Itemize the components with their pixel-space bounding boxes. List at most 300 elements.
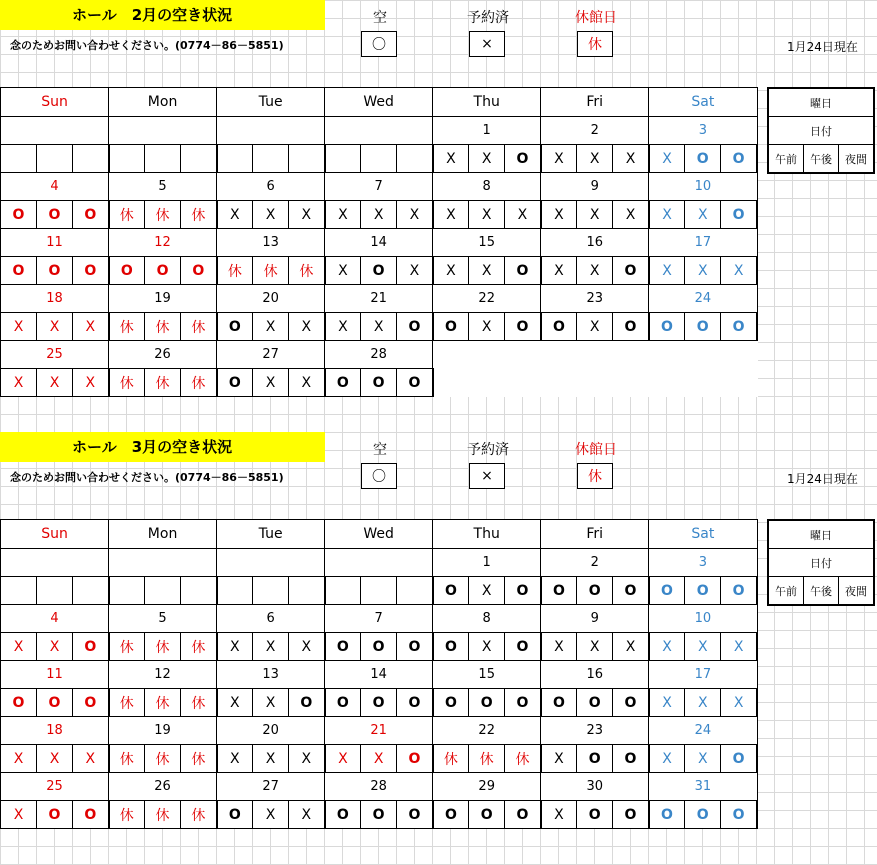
slot-cell[interactable]	[109, 801, 145, 829]
slot-cell[interactable]	[613, 633, 649, 661]
available-mark: O	[48, 206, 61, 223]
slot-cell[interactable]	[217, 257, 253, 285]
available-mark: O	[372, 262, 385, 279]
day-number: 11	[1, 661, 109, 689]
slot-cell[interactable]	[397, 201, 433, 229]
booked-mark: X	[265, 318, 276, 335]
slot-cell[interactable]	[1, 257, 37, 285]
slot-cell[interactable]	[649, 689, 685, 717]
slot-cell[interactable]	[541, 313, 577, 341]
slot-cell[interactable]	[685, 313, 721, 341]
available-mark: O	[408, 750, 421, 767]
slot-cell[interactable]	[577, 313, 613, 341]
available-mark: O	[661, 318, 673, 335]
slot-cell[interactable]	[217, 313, 253, 341]
booked-mark: X	[446, 262, 456, 279]
slot-cell[interactable]	[685, 577, 721, 605]
weekday-thu: Thu	[433, 88, 541, 117]
slot-cell[interactable]	[613, 577, 649, 605]
contact-note: 念のためお問い合わせください。(0774－86－5851)	[10, 471, 284, 484]
legend-empty-symbol: 〇	[361, 463, 397, 489]
slot-cell[interactable]	[361, 633, 397, 661]
date-row	[1, 605, 758, 633]
slot-cell[interactable]	[325, 633, 361, 661]
slot-cell[interactable]	[181, 313, 217, 341]
booked-mark: X	[662, 206, 672, 223]
slot-cell[interactable]	[433, 801, 469, 829]
slot-cell[interactable]	[73, 369, 109, 397]
slot-cell[interactable]	[361, 201, 397, 229]
slot-cell[interactable]	[289, 745, 325, 773]
booked-mark: X	[662, 750, 672, 767]
available-mark: O	[408, 318, 421, 335]
slot-cell[interactable]	[361, 257, 397, 285]
slot-cell[interactable]	[649, 313, 685, 341]
booked-mark: X	[446, 150, 456, 167]
slot-cell[interactable]	[253, 313, 289, 341]
slot-cell[interactable]	[397, 801, 433, 829]
slot-cell[interactable]	[397, 633, 433, 661]
slot-cell[interactable]	[469, 801, 505, 829]
available-mark: O	[553, 318, 565, 335]
slot-cell[interactable]	[397, 257, 433, 285]
slot-cell[interactable]	[289, 369, 325, 397]
slot-cell[interactable]	[109, 745, 145, 773]
closed-mark: 休	[191, 375, 206, 392]
slot-cell[interactable]	[37, 745, 73, 773]
day-number: 22	[433, 285, 541, 313]
day-number: 26	[109, 341, 217, 369]
slot-cell[interactable]	[397, 745, 433, 773]
slot-cell[interactable]	[289, 689, 325, 717]
time-slot-key	[767, 87, 875, 174]
available-mark: O	[84, 262, 97, 279]
closed-mark: 休	[191, 807, 206, 824]
available-mark: O	[624, 318, 637, 335]
slot-cell[interactable]	[469, 689, 505, 717]
slot-cell[interactable]	[181, 257, 217, 285]
available-mark: O	[624, 806, 637, 823]
slot-cell[interactable]	[685, 201, 721, 229]
slot-cell[interactable]	[109, 257, 145, 285]
booked-mark: X	[446, 206, 456, 223]
available-mark: O	[732, 806, 745, 823]
slot-cell[interactable]	[505, 257, 541, 285]
slot-cell[interactable]	[109, 633, 145, 661]
legend-closed-label: 休館日	[575, 442, 617, 458]
slot-cell[interactable]	[721, 633, 757, 661]
slot-cell[interactable]	[253, 257, 289, 285]
slot-cell[interactable]	[37, 313, 73, 341]
day-number: 13	[217, 229, 325, 257]
day-number: 31	[649, 773, 757, 801]
slot-cell[interactable]	[145, 745, 181, 773]
slot-cell[interactable]	[73, 689, 109, 717]
slot-cell	[253, 577, 289, 605]
slot-cell[interactable]	[1, 369, 37, 397]
available-mark: O	[444, 582, 457, 599]
slot-cell[interactable]	[325, 801, 361, 829]
slot-cell[interactable]	[1, 313, 37, 341]
available-mark: O	[84, 806, 97, 823]
available-mark: O	[480, 806, 493, 823]
slot-cell[interactable]	[361, 313, 397, 341]
available-mark: O	[408, 694, 421, 711]
booked-mark: X	[338, 318, 348, 335]
key-weekday: 曜日	[768, 88, 874, 117]
slot-cell[interactable]	[325, 745, 361, 773]
slot-cell[interactable]	[721, 201, 757, 229]
slot-cell[interactable]	[505, 313, 541, 341]
slot-cell[interactable]	[217, 689, 253, 717]
booked-mark: X	[589, 638, 600, 655]
slot-cell[interactable]	[217, 745, 253, 773]
slot-cell[interactable]	[577, 145, 613, 173]
day-number: 2	[541, 549, 649, 577]
slot-cell[interactable]	[577, 801, 613, 829]
available-mark: O	[48, 694, 61, 711]
slot-cell[interactable]	[397, 689, 433, 717]
booked-mark: X	[554, 262, 564, 279]
closed-mark: 休	[191, 751, 206, 768]
slot-cell[interactable]	[649, 801, 685, 829]
slot-cell[interactable]	[145, 689, 181, 717]
slot-cell[interactable]	[469, 257, 505, 285]
booked-mark: X	[662, 150, 672, 167]
slot-cell[interactable]	[181, 201, 217, 229]
booked-mark: X	[373, 206, 384, 223]
slot-cell[interactable]	[181, 801, 217, 829]
slot-cell[interactable]	[469, 633, 505, 661]
key-pm: 午後	[804, 577, 839, 606]
key-am: 午前	[768, 145, 804, 174]
slot-cell[interactable]	[613, 689, 649, 717]
day-number: 12	[109, 661, 217, 689]
slot-cell[interactable]	[325, 369, 361, 397]
closed-mark: 休	[119, 695, 134, 712]
slot-cell[interactable]	[109, 689, 145, 717]
slot-cell[interactable]	[469, 313, 505, 341]
slot-cell[interactable]	[721, 577, 757, 605]
available-mark: O	[444, 318, 457, 335]
available-mark: O	[732, 750, 745, 767]
closed-mark: 休	[263, 263, 278, 280]
available-mark: O	[84, 206, 97, 223]
slot-row	[1, 745, 758, 773]
slot-cell[interactable]	[397, 369, 433, 397]
booked-mark: X	[301, 638, 312, 655]
available-mark: O	[192, 262, 205, 279]
slot-cell[interactable]	[613, 801, 649, 829]
empty-area	[649, 341, 757, 369]
slot-cell[interactable]	[145, 257, 181, 285]
booked-mark: X	[589, 206, 600, 223]
contact-note: 念のためお問い合わせください。(0774－86－5851)	[10, 39, 284, 52]
slot-cell[interactable]	[469, 145, 505, 173]
slot-cell	[37, 577, 73, 605]
closed-mark: 休	[119, 807, 134, 824]
slot-cell[interactable]	[541, 801, 577, 829]
slot-cell[interactable]	[37, 801, 73, 829]
slot-cell[interactable]	[289, 257, 325, 285]
available-mark: O	[336, 694, 349, 711]
slot-cell[interactable]	[613, 257, 649, 285]
as-of-date: 1月24日現在	[787, 472, 858, 486]
slot-cell[interactable]	[253, 801, 289, 829]
month-section	[0, 432, 877, 864]
slot-cell[interactable]	[181, 689, 217, 717]
available-mark: O	[732, 206, 745, 223]
slot-cell[interactable]	[1, 745, 37, 773]
slot-cell[interactable]	[613, 145, 649, 173]
slot-cell[interactable]	[577, 633, 613, 661]
slot-cell[interactable]	[37, 201, 73, 229]
closed-mark: 休	[155, 639, 170, 656]
slot-cell[interactable]	[289, 313, 325, 341]
slot-cell[interactable]	[73, 257, 109, 285]
slot-cell[interactable]	[73, 201, 109, 229]
slot-cell[interactable]	[145, 633, 181, 661]
legend-empty-label: 空	[373, 442, 387, 458]
slot-cell[interactable]	[505, 801, 541, 829]
closed-mark: 休	[191, 319, 206, 336]
slot-cell[interactable]	[541, 689, 577, 717]
slot-cell[interactable]	[649, 745, 685, 773]
booked-mark: X	[230, 206, 240, 223]
slot-cell[interactable]	[505, 201, 541, 229]
slot-cell[interactable]	[181, 745, 217, 773]
slot-cell[interactable]	[541, 745, 577, 773]
day-number: 20	[217, 285, 325, 313]
slot-cell[interactable]	[145, 801, 181, 829]
date-row	[1, 117, 758, 145]
slot-cell[interactable]	[505, 577, 541, 605]
available-mark: O	[156, 262, 169, 279]
slot-cell[interactable]	[685, 801, 721, 829]
day-number: 23	[541, 717, 649, 745]
slot-cell[interactable]	[613, 745, 649, 773]
legend-booked-label: 予約済	[467, 442, 509, 458]
slot-row	[1, 577, 758, 605]
booked-mark: X	[13, 806, 24, 823]
booked-mark: X	[409, 206, 420, 223]
slot-cell[interactable]	[649, 145, 685, 173]
day-number: 10	[649, 605, 757, 633]
slot-cell[interactable]	[433, 145, 469, 173]
slot-cell[interactable]	[541, 633, 577, 661]
slot-cell[interactable]	[109, 313, 145, 341]
slot-cell	[1, 145, 37, 173]
slot-row	[1, 369, 758, 397]
slot-cell[interactable]	[505, 633, 541, 661]
slot-cell[interactable]	[73, 633, 109, 661]
slot-cell[interactable]	[577, 689, 613, 717]
slot-cell[interactable]	[217, 201, 253, 229]
slot-cell[interactable]	[1, 201, 37, 229]
slot-cell[interactable]	[361, 689, 397, 717]
day-number: 27	[217, 773, 325, 801]
day-number: 23	[541, 285, 649, 313]
slot-cell[interactable]	[433, 201, 469, 229]
slot-cell[interactable]	[145, 201, 181, 229]
slot-cell[interactable]	[1, 633, 37, 661]
slot-cell[interactable]	[649, 257, 685, 285]
slot-cell[interactable]	[361, 369, 397, 397]
available-mark: O	[444, 638, 457, 655]
slot-cell[interactable]	[217, 369, 253, 397]
available-mark: O	[553, 694, 565, 711]
available-mark: O	[228, 374, 241, 391]
booked-mark: X	[625, 206, 636, 223]
slot-cell[interactable]	[361, 801, 397, 829]
slot-cell[interactable]	[649, 577, 685, 605]
available-mark: O	[696, 582, 709, 599]
day-number: 27	[217, 341, 325, 369]
slot-cell[interactable]	[685, 633, 721, 661]
slot-cell[interactable]	[541, 145, 577, 173]
slot-cell[interactable]	[721, 313, 757, 341]
slot-cell[interactable]	[253, 633, 289, 661]
day-number: 30	[541, 773, 649, 801]
booked-mark: X	[662, 638, 672, 655]
key-row	[768, 577, 874, 606]
slot-cell[interactable]	[685, 689, 721, 717]
slot-cell[interactable]	[1, 689, 37, 717]
available-mark: O	[372, 806, 385, 823]
slot-cell[interactable]	[37, 257, 73, 285]
slot-cell[interactable]	[685, 145, 721, 173]
slot-cell[interactable]	[325, 201, 361, 229]
booked-mark: X	[49, 318, 60, 335]
month-section	[0, 0, 877, 432]
empty-area	[433, 369, 469, 397]
slot-cell[interactable]	[721, 689, 757, 717]
slot-cell[interactable]	[613, 313, 649, 341]
slot-cell[interactable]	[541, 577, 577, 605]
booked-mark: X	[265, 638, 276, 655]
available-mark: O	[48, 806, 61, 823]
slot-cell[interactable]	[685, 257, 721, 285]
slot-cell[interactable]	[361, 745, 397, 773]
slot-cell[interactable]	[253, 369, 289, 397]
slot-cell[interactable]	[145, 369, 181, 397]
slot-cell[interactable]	[433, 577, 469, 605]
calendar-grid	[0, 87, 758, 397]
day-number: 25	[1, 341, 109, 369]
slot-cell[interactable]	[73, 801, 109, 829]
slot-cell[interactable]	[181, 633, 217, 661]
slot-cell[interactable]	[73, 313, 109, 341]
slot-cell[interactable]	[577, 257, 613, 285]
slot-cell[interactable]	[577, 201, 613, 229]
slot-cell[interactable]	[505, 745, 541, 773]
empty-area	[685, 369, 721, 397]
booked-mark: X	[697, 694, 708, 711]
slot-cell[interactable]	[541, 201, 577, 229]
day-number: 3	[649, 549, 757, 577]
slot-cell[interactable]	[433, 745, 469, 773]
day-number: 28	[325, 773, 433, 801]
slot-cell	[109, 577, 145, 605]
legend-empty-symbol: 〇	[361, 31, 397, 57]
day-number	[325, 549, 433, 577]
slot-cell[interactable]	[505, 689, 541, 717]
booked-mark: X	[554, 638, 564, 655]
booked-mark: X	[589, 150, 600, 167]
slot-cell[interactable]	[469, 577, 505, 605]
slot-cell[interactable]	[721, 145, 757, 173]
slot-cell[interactable]	[397, 313, 433, 341]
slot-cell[interactable]	[325, 313, 361, 341]
slot-cell[interactable]	[433, 689, 469, 717]
slot-cell[interactable]	[649, 201, 685, 229]
slot-cell[interactable]	[1, 801, 37, 829]
slot-cell[interactable]	[325, 689, 361, 717]
booked-mark: X	[589, 318, 600, 335]
slot-cell[interactable]	[469, 745, 505, 773]
slot-cell[interactable]	[541, 257, 577, 285]
slot-cell[interactable]	[289, 633, 325, 661]
slot-cell[interactable]	[721, 745, 757, 773]
day-number: 13	[217, 661, 325, 689]
slot-cell[interactable]	[73, 745, 109, 773]
slot-cell[interactable]	[253, 201, 289, 229]
available-mark: O	[300, 694, 313, 711]
slot-cell[interactable]	[109, 201, 145, 229]
slot-cell[interactable]	[181, 369, 217, 397]
day-number: 24	[649, 285, 757, 313]
closed-mark: 休	[191, 639, 206, 656]
day-number: 12	[109, 229, 217, 257]
slot-cell[interactable]	[37, 689, 73, 717]
slot-cell[interactable]	[289, 801, 325, 829]
slot-cell[interactable]	[433, 313, 469, 341]
slot-cell[interactable]	[505, 145, 541, 173]
slot-cell[interactable]	[469, 201, 505, 229]
slot-cell[interactable]	[109, 369, 145, 397]
slot-cell[interactable]	[649, 633, 685, 661]
day-number: 6	[217, 173, 325, 201]
booked-mark: X	[265, 750, 276, 767]
slot-cell[interactable]	[145, 313, 181, 341]
date-row	[1, 341, 758, 369]
day-number: 8	[433, 173, 541, 201]
booked-mark: X	[481, 582, 492, 599]
slot-cell[interactable]	[253, 689, 289, 717]
slot-cell[interactable]	[253, 745, 289, 773]
booked-mark: X	[13, 318, 24, 335]
slot-cell[interactable]	[289, 201, 325, 229]
slot-cell[interactable]	[721, 801, 757, 829]
weekday-mon: Mon	[109, 520, 217, 549]
slot-cell[interactable]	[37, 633, 73, 661]
slot-row	[1, 201, 758, 229]
slot-cell[interactable]	[577, 577, 613, 605]
slot-cell[interactable]	[685, 745, 721, 773]
slot-cell[interactable]	[325, 257, 361, 285]
slot-cell[interactable]	[613, 201, 649, 229]
slot-cell[interactable]	[577, 745, 613, 773]
booked-mark: X	[697, 206, 708, 223]
slot-cell[interactable]	[217, 633, 253, 661]
key-date: 日付	[768, 117, 874, 145]
day-number: 2	[541, 117, 649, 145]
slot-cell[interactable]	[37, 369, 73, 397]
slot-cell[interactable]	[721, 257, 757, 285]
slot-cell[interactable]	[217, 801, 253, 829]
slot-cell[interactable]	[433, 257, 469, 285]
slot-cell[interactable]	[433, 633, 469, 661]
